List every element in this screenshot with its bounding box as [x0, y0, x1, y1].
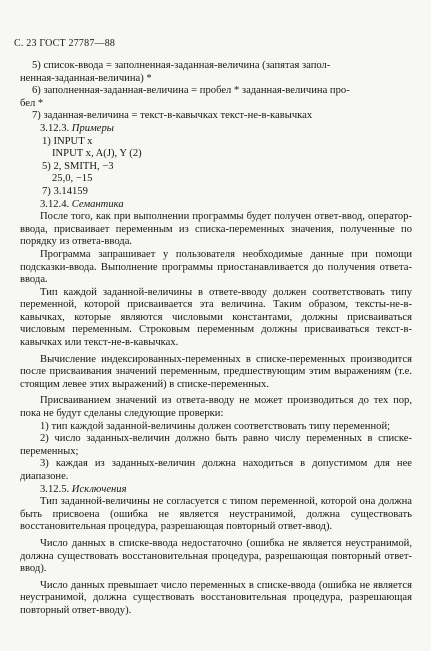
page-content [20, 60, 412, 618]
example-7: 7) 3.14159 [42, 185, 88, 197]
grammar-line-7: 7) заданная-величина = текст-в-кавычках текст-не-в-кавычках [32, 110, 313, 122]
grammar-line-5: 5) список-ввода = заполненная-заданная-величина (запятая запол- [32, 60, 331, 71]
page-header: С. 23 ГОСТ 27787—88 [14, 38, 116, 49]
paragraph: Вычисление индексированных-переменных в списке-переменных производится после присваивания значений переменным, предшествующим этим выражениям (т.е. стоящим левее этих выражений) в списке-переменных. [20, 353, 412, 390]
section-heading-3-12-5 [20, 484, 412, 497]
grammar-line-6-cont: бел * [20, 97, 44, 109]
section-number: 3.12.3. [40, 122, 70, 134]
paragraph: Число данных превышает число переменных в списке-ввода (ошибка не является неустранимой, должна существовать восстановительная процедура, разрешающая повторный ответ-вводу). [20, 579, 412, 616]
example-5: 5) 2, SMITH, −3 [42, 160, 114, 172]
example-1: 1) INPUT x [42, 135, 93, 147]
paragraph: Тип каждой заданной-величины в ответе-вводу должен соответствовать типу переменной, которой присваивается эта величина. Таким образом, тексты-не-в-кавычках, которые являются числовыми константами, должны присваиваться числовым переменным. Строковым переменным должны присваиваться текст-в-кавычках или текст-не-в-кавычках. [20, 286, 412, 349]
example-5b: 25,0, −15 [52, 173, 93, 185]
paragraph: Число данных в списке-ввода недостаточно (ошибка не является неустранимой, должна существовать восстановительная процедура, разрешающая повторный ответ-ввод). [20, 537, 412, 575]
grammar-line-6: 6) заполненная-заданная-величина = пробел * заданная-величина про- [32, 85, 350, 97]
section-title: Исключения [71, 483, 127, 495]
list-item: 3) каждая из заданных-величин должна находиться в допустимом для нее диапазоне. [20, 458, 412, 482]
section-number: 3.12.5. [40, 483, 70, 495]
paragraph: После того, как при выполнении программы будет получен ответ-ввод, оператор-ввода, присваивает переменным из списка-переменных значения, полученные по порядку из ответа-ввода. [20, 211, 412, 248]
section-heading-3-12-4 [20, 199, 412, 212]
grammar-line-5-cont: ненная-заданная-величина) * [20, 72, 152, 84]
section-heading-3-12-3 [20, 123, 412, 136]
paragraph: Присваиванием значений из ответа-вводу не может производиться до тех пор, пока не будут сделаны следующие проверки: [20, 395, 412, 420]
list-item: 1) тип каждой заданной-величины должен соответствовать типу переменной; [40, 420, 391, 432]
example-1b: INPUT x, A(J), Y (2) [52, 148, 142, 160]
section-title: Примеры [71, 122, 114, 134]
paragraph: Программа запрашивает у пользователя необходимые данные при помощи подсказки-ввода. Выполнение программы приостанавливается до получения ответа-ввода. [20, 248, 412, 286]
list-item: 2) число заданных-величин должно быть равно числу переменных в списке-переменных; [20, 433, 412, 457]
section-number: 3.12.4. [40, 198, 70, 210]
paragraph: Тип заданной-величины не согласуется с типом переменной, которой она должна быть присвоена (ошибка не является неустранимой, должна существовать восстановительная процедура, разрешающая повторный ответ-ввод). [20, 496, 412, 533]
section-title: Семантика [71, 198, 124, 210]
